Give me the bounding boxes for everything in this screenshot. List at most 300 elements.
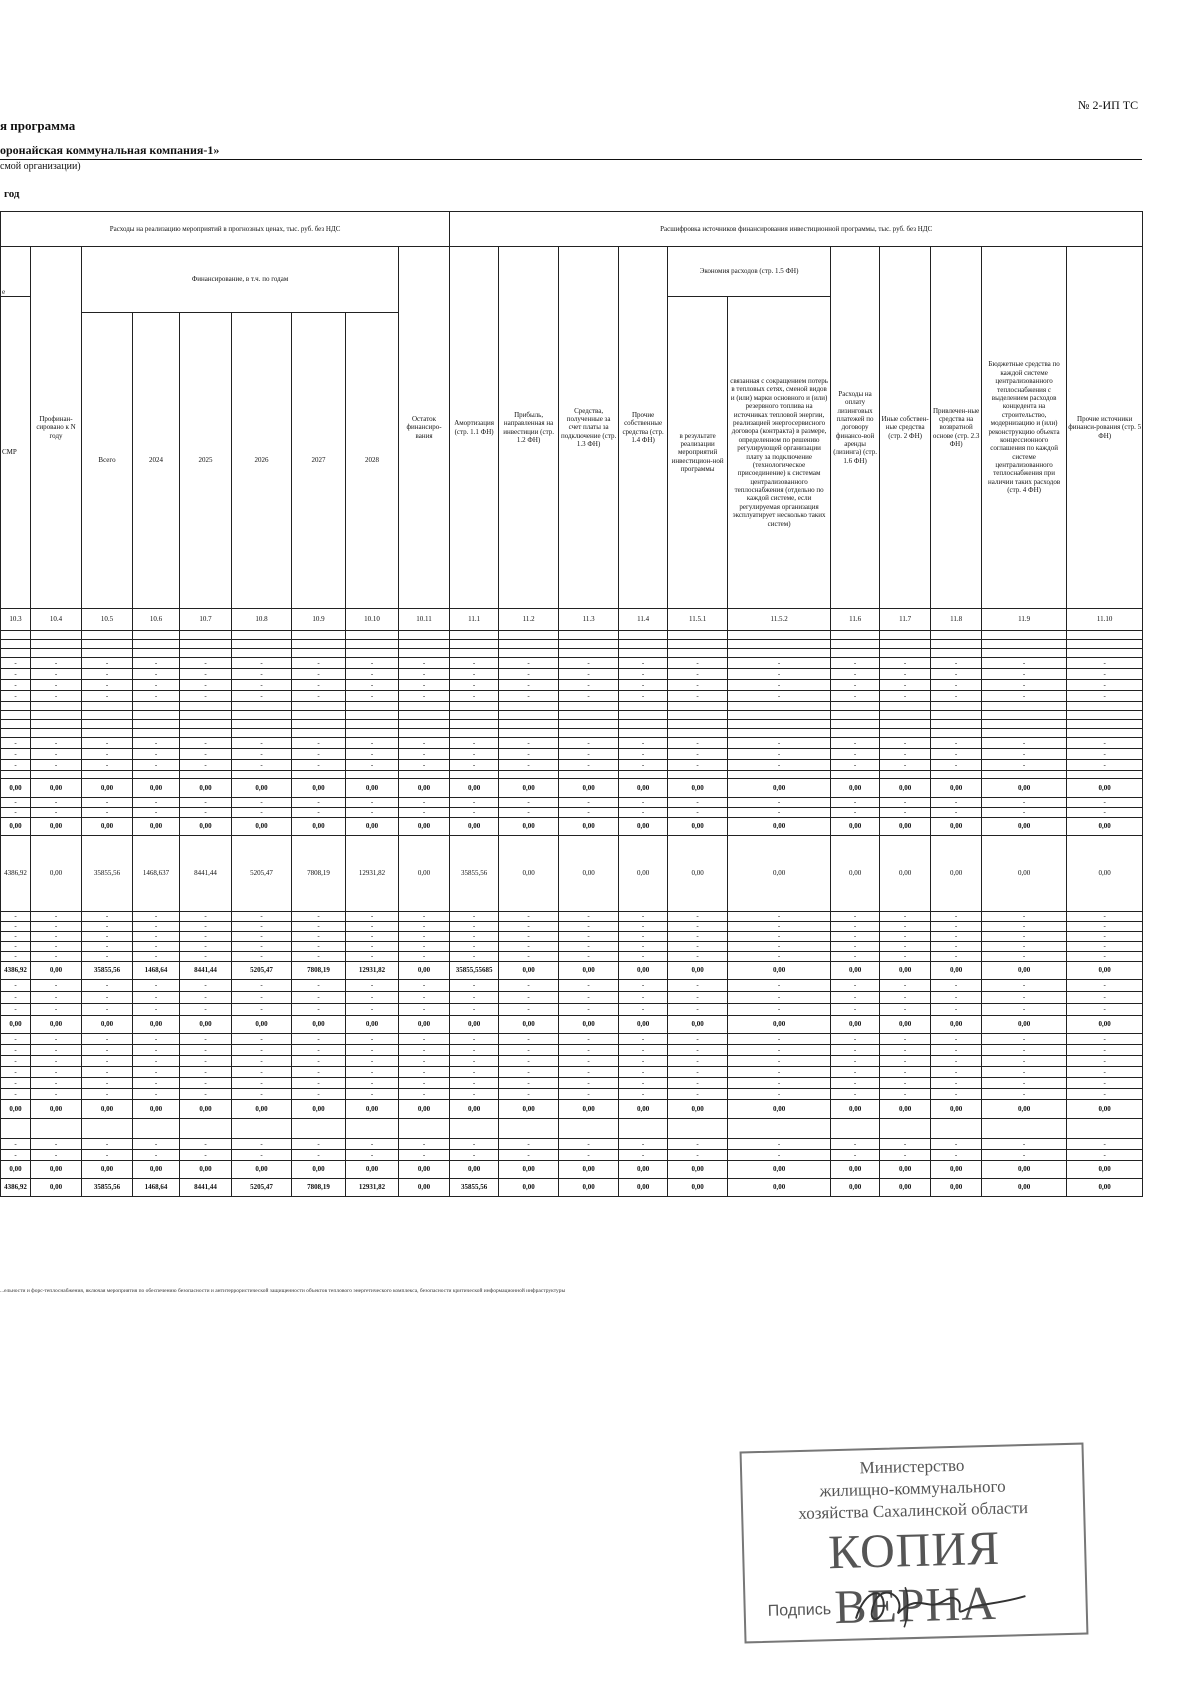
empty-cell (982, 720, 1067, 729)
dash-cell: - (831, 1004, 880, 1016)
table-row (1, 1004, 1143, 1016)
empty-cell (133, 711, 180, 720)
empty-cell (399, 771, 450, 779)
header-remaining-financing: Остаток финансиро-вания (399, 247, 450, 609)
dash-cell: - (346, 942, 399, 952)
dash-cell: - (346, 691, 399, 702)
title-rule (0, 159, 1142, 160)
empty-cell (232, 720, 292, 729)
dash-cell: - (292, 1067, 346, 1078)
empty-cell (499, 640, 559, 649)
value-cell: 0,00 (499, 962, 559, 980)
empty-cell (292, 640, 346, 649)
value-cell: 0,00 (982, 836, 1067, 912)
empty-cell (880, 702, 931, 711)
empty-cell (133, 1119, 180, 1139)
dash-cell: - (728, 912, 831, 922)
table-row (1, 640, 1143, 649)
value-cell: 0,00 (133, 818, 180, 836)
dash-cell: - (559, 1067, 619, 1078)
header-cmp-top: е (1, 247, 31, 297)
header-savings-program: в результате реализации мероприятий инвестицион-ной программы (668, 297, 728, 609)
value-cell: 0,00 (31, 1179, 82, 1197)
dash-cell: - (292, 942, 346, 952)
dash-cell: - (399, 992, 450, 1004)
value-cell: 0,00 (133, 779, 180, 798)
empty-cell (1067, 711, 1143, 720)
empty-cell (982, 640, 1067, 649)
dash-cell: - (831, 1045, 880, 1056)
value-cell: 0,00 (399, 836, 450, 912)
dash-cell: - (668, 942, 728, 952)
column-number-cell: 11.3 (559, 609, 619, 631)
value-cell: 12931,82 (346, 1179, 399, 1197)
empty-cell (619, 711, 668, 720)
dash-cell: - (880, 932, 931, 942)
empty-cell (728, 649, 831, 658)
dash-cell: - (831, 1078, 880, 1089)
header-financed-to-year-n: Профинан-сировано к N году (31, 247, 82, 609)
empty-cell (499, 729, 559, 738)
dash-cell: - (82, 1034, 133, 1045)
value-cell: 0,00 (982, 818, 1067, 836)
header-total: Всего (82, 313, 133, 609)
dash-cell: - (133, 738, 180, 749)
dash-cell: - (450, 932, 499, 942)
dash-cell: - (499, 1004, 559, 1016)
dash-cell: - (232, 932, 292, 942)
dash-cell: - (82, 798, 133, 808)
dash-cell: - (450, 669, 499, 680)
dash-cell: - (499, 669, 559, 680)
dash-cell: - (232, 1089, 292, 1100)
value-cell: 12931,82 (346, 836, 399, 912)
dash-cell: - (931, 658, 982, 669)
dash-cell: - (399, 1150, 450, 1161)
dash-cell: - (728, 749, 831, 760)
value-cell: 0,00 (1067, 1016, 1143, 1034)
dash-cell: - (292, 798, 346, 808)
value-cell: 0,00 (728, 1016, 831, 1034)
empty-cell (292, 720, 346, 729)
table-row (1, 1034, 1143, 1045)
dash-cell: - (82, 942, 133, 952)
dash-cell: - (180, 691, 232, 702)
empty-cell (232, 649, 292, 658)
dash-cell: - (133, 1078, 180, 1089)
dash-cell: - (1, 1150, 31, 1161)
value-cell: 0,00 (232, 818, 292, 836)
dash-cell: - (880, 1034, 931, 1045)
dash-cell: - (450, 798, 499, 808)
value-cell: 0,00 (619, 1179, 668, 1197)
column-number-cell: 10.10 (346, 609, 399, 631)
empty-cell (728, 702, 831, 711)
value-cell: 0,00 (559, 836, 619, 912)
table-row (1, 992, 1143, 1004)
dash-cell: - (133, 658, 180, 669)
dash-cell: - (728, 1056, 831, 1067)
table-row (1, 1150, 1143, 1161)
header-financing-by-year: Финансирование, в т.ч. по годам (82, 247, 399, 313)
empty-cell (82, 702, 133, 711)
dash-cell: - (346, 1034, 399, 1045)
dash-cell: - (346, 658, 399, 669)
dash-cell: - (499, 922, 559, 932)
dash-cell: - (133, 1139, 180, 1150)
empty-cell (499, 720, 559, 729)
dash-cell: - (559, 658, 619, 669)
dash-cell: - (880, 691, 931, 702)
value-cell: 0,00 (880, 1100, 931, 1119)
value-cell: 0,00 (292, 779, 346, 798)
dash-cell: - (346, 1139, 399, 1150)
dash-cell: - (619, 1078, 668, 1089)
dash-cell: - (450, 942, 499, 952)
dash-cell: - (499, 1056, 559, 1067)
value-cell: 0,00 (499, 1179, 559, 1197)
dash-cell: - (180, 942, 232, 952)
dash-cell: - (1, 932, 31, 942)
header-profit: Прибыль, направленная на инвестиции (стр. 1.2 ФН) (499, 247, 559, 609)
empty-cell (31, 729, 82, 738)
dash-cell: - (450, 1139, 499, 1150)
dash-cell: - (931, 1034, 982, 1045)
dash-cell: - (450, 680, 499, 691)
empty-cell (831, 729, 880, 738)
table-row (1, 1119, 1143, 1139)
dash-cell: - (1, 691, 31, 702)
dash-cell: - (982, 1045, 1067, 1056)
value-cell: 0,00 (1, 779, 31, 798)
value-cell: 0,00 (931, 962, 982, 980)
dash-cell: - (346, 680, 399, 691)
empty-cell (180, 711, 232, 720)
value-cell: 0,00 (619, 962, 668, 980)
empty-cell (180, 729, 232, 738)
table-row (1, 691, 1143, 702)
dash-cell: - (232, 992, 292, 1004)
empty-cell (499, 702, 559, 711)
table-row (1, 808, 1143, 818)
empty-cell (831, 649, 880, 658)
dash-cell: - (292, 669, 346, 680)
empty-cell (880, 1119, 931, 1139)
table-row (1, 680, 1143, 691)
dash-cell: - (1067, 1078, 1143, 1089)
value-cell: 0,00 (728, 962, 831, 980)
dash-cell: - (619, 1150, 668, 1161)
table-row (1, 669, 1143, 680)
column-number-cell: 11.5.1 (668, 609, 728, 631)
empty-cell (346, 771, 399, 779)
table-row (1, 771, 1143, 779)
dash-cell: - (499, 952, 559, 962)
table-row (1, 962, 1143, 980)
dash-cell: - (399, 1078, 450, 1089)
dash-cell: - (728, 680, 831, 691)
dash-cell: - (831, 738, 880, 749)
dash-cell: - (180, 980, 232, 992)
dash-cell: - (982, 1139, 1067, 1150)
dash-cell: - (1067, 1150, 1143, 1161)
dash-cell: - (1, 738, 31, 749)
empty-cell (292, 729, 346, 738)
empty-cell (133, 702, 180, 711)
dash-cell: - (728, 691, 831, 702)
dash-cell: - (399, 912, 450, 922)
header-year-2026: 2026 (232, 313, 292, 609)
empty-cell (559, 631, 619, 640)
column-number-cell: 11.9 (982, 609, 1067, 631)
dash-cell: - (133, 1056, 180, 1067)
value-cell: 0,00 (450, 818, 499, 836)
dash-cell: - (982, 912, 1067, 922)
empty-cell (931, 720, 982, 729)
value-cell: 0,00 (619, 1100, 668, 1119)
table-row (1, 658, 1143, 669)
empty-cell (133, 640, 180, 649)
dash-cell: - (559, 1034, 619, 1045)
table-row (1, 1089, 1143, 1100)
table-row (1, 798, 1143, 808)
dash-cell: - (1067, 912, 1143, 922)
dash-cell: - (880, 992, 931, 1004)
dash-cell: - (668, 760, 728, 771)
table-row (1, 711, 1143, 720)
dash-cell: - (1, 808, 31, 818)
dash-cell: - (346, 992, 399, 1004)
header-savings-losses: связанная с сокращением потерь в тепловых сетях, сменой видов и (или) марки основного и (или) резервного топлива на источниках тепловой энергии, реализацией энергосервисного договора (контракта) в размере, определенном по решению регулирующей организации плату за подключение (технологическое присоединение) к системам централизованного теплоснабжения (отдельно по каждой системе, если регулируемая организация эксплуатирует несколько таких систем) (728, 297, 831, 609)
dash-cell: - (668, 738, 728, 749)
header-savings: Экономия расходов (стр. 1.5 ФН) (668, 247, 831, 297)
dash-cell: - (31, 1150, 82, 1161)
dash-cell: - (931, 992, 982, 1004)
dash-cell: - (31, 658, 82, 669)
dash-cell: - (450, 1034, 499, 1045)
value-cell: 0,00 (668, 962, 728, 980)
empty-cell (831, 631, 880, 640)
value-cell: 35855,56 (450, 1179, 499, 1197)
dash-cell: - (450, 1045, 499, 1056)
empty-cell (31, 640, 82, 649)
dash-cell: - (619, 1139, 668, 1150)
dash-cell: - (133, 1150, 180, 1161)
dash-cell: - (1, 922, 31, 932)
dash-cell: - (399, 798, 450, 808)
value-cell: 0,00 (180, 818, 232, 836)
dash-cell: - (499, 738, 559, 749)
value-cell: 0,00 (1067, 836, 1143, 912)
dash-cell: - (668, 932, 728, 942)
value-cell: 8441,44 (180, 1179, 232, 1197)
dash-cell: - (559, 1150, 619, 1161)
value-cell: 0,00 (728, 1179, 831, 1197)
dash-cell: - (668, 1089, 728, 1100)
empty-cell (559, 771, 619, 779)
table-row (1, 942, 1143, 952)
value-cell: 0,00 (668, 836, 728, 912)
dash-cell: - (619, 760, 668, 771)
empty-cell (619, 729, 668, 738)
value-cell: 0,00 (346, 818, 399, 836)
value-cell: 0,00 (880, 1179, 931, 1197)
dash-cell: - (133, 749, 180, 760)
dash-cell: - (180, 1078, 232, 1089)
dash-cell: - (619, 1056, 668, 1067)
dash-cell: - (931, 1089, 982, 1100)
table-row (1, 1078, 1143, 1089)
empty-cell (619, 631, 668, 640)
value-cell: 0,00 (232, 779, 292, 798)
dash-cell: - (831, 932, 880, 942)
empty-cell (668, 771, 728, 779)
empty-cell (499, 1119, 559, 1139)
dash-cell: - (292, 1139, 346, 1150)
value-cell: 0,00 (346, 1016, 399, 1034)
dash-cell: - (450, 922, 499, 932)
dash-cell: - (931, 932, 982, 942)
value-cell: 0,00 (1067, 779, 1143, 798)
dash-cell: - (292, 680, 346, 691)
dash-cell: - (982, 798, 1067, 808)
dash-cell: - (31, 1034, 82, 1045)
dash-cell: - (31, 1004, 82, 1016)
dash-cell: - (82, 1045, 133, 1056)
dash-cell: - (831, 808, 880, 818)
dash-cell: - (82, 922, 133, 932)
empty-cell (232, 702, 292, 711)
dash-cell: - (450, 808, 499, 818)
empty-cell (450, 720, 499, 729)
dash-cell: - (1067, 1004, 1143, 1016)
dash-cell: - (831, 1150, 880, 1161)
value-cell: 0,00 (619, 1016, 668, 1034)
value-cell: 0,00 (1067, 1100, 1143, 1119)
dash-cell: - (831, 658, 880, 669)
dash-cell: - (1067, 992, 1143, 1004)
dash-cell: - (180, 932, 232, 942)
value-cell: 0,00 (499, 1100, 559, 1119)
dash-cell: - (1, 760, 31, 771)
dash-cell: - (133, 669, 180, 680)
empty-cell (931, 640, 982, 649)
dash-cell: - (346, 669, 399, 680)
empty-cell (1067, 631, 1143, 640)
dash-cell: - (831, 669, 880, 680)
value-cell: 0,00 (31, 836, 82, 912)
value-cell: 0,00 (1067, 962, 1143, 980)
dash-cell: - (619, 980, 668, 992)
dash-cell: - (1067, 932, 1143, 942)
dash-cell: - (232, 680, 292, 691)
dash-cell: - (982, 691, 1067, 702)
column-number-cell: 10.7 (180, 609, 232, 631)
dash-cell: - (82, 1150, 133, 1161)
dash-cell: - (931, 1004, 982, 1016)
value-cell: 0,00 (831, 962, 880, 980)
dash-cell: - (1067, 691, 1143, 702)
empty-cell (880, 720, 931, 729)
empty-cell (133, 771, 180, 779)
value-cell: 0,00 (232, 1161, 292, 1179)
empty-cell (180, 720, 232, 729)
header-group-financing-sources: Расшифровка источников финансирования инвестиционной программы, тыс. руб. без НДС (450, 212, 1143, 247)
value-cell: 0,00 (499, 818, 559, 836)
column-number-cell: 10.6 (133, 609, 180, 631)
dash-cell: - (1067, 1067, 1143, 1078)
dash-cell: - (619, 1067, 668, 1078)
dash-cell: - (668, 1078, 728, 1089)
empty-cell (831, 711, 880, 720)
dash-cell: - (292, 1150, 346, 1161)
dash-cell: - (292, 1034, 346, 1045)
value-cell: 0,00 (450, 1161, 499, 1179)
dash-cell: - (880, 808, 931, 818)
dash-cell: - (232, 942, 292, 952)
dash-cell: - (559, 738, 619, 749)
empty-cell (728, 631, 831, 640)
value-cell: 0,00 (399, 962, 450, 980)
dash-cell: - (232, 1139, 292, 1150)
empty-cell (668, 1119, 728, 1139)
dash-cell: - (133, 1034, 180, 1045)
dash-cell: - (619, 912, 668, 922)
dash-cell: - (931, 798, 982, 808)
dash-cell: - (82, 669, 133, 680)
empty-cell (559, 711, 619, 720)
dash-cell: - (831, 922, 880, 932)
empty-cell (399, 711, 450, 720)
dash-cell: - (619, 738, 668, 749)
dash-cell: - (931, 1139, 982, 1150)
dash-cell: - (399, 808, 450, 818)
dash-cell: - (232, 1150, 292, 1161)
empty-cell (1067, 640, 1143, 649)
dash-cell: - (31, 669, 82, 680)
empty-cell (399, 631, 450, 640)
empty-cell (831, 640, 880, 649)
dash-cell: - (831, 912, 880, 922)
empty-cell (180, 640, 232, 649)
dash-cell: - (180, 658, 232, 669)
dash-cell: - (619, 808, 668, 818)
value-cell: 0,00 (82, 779, 133, 798)
dash-cell: - (982, 1034, 1067, 1045)
dash-cell: - (133, 922, 180, 932)
dash-cell: - (1, 1056, 31, 1067)
dash-cell: - (668, 1139, 728, 1150)
empty-cell (346, 649, 399, 658)
dash-cell: - (982, 738, 1067, 749)
empty-cell (668, 631, 728, 640)
dash-cell: - (931, 738, 982, 749)
value-cell: 5205,47 (232, 1179, 292, 1197)
dash-cell: - (982, 942, 1067, 952)
empty-cell (82, 720, 133, 729)
dash-cell: - (559, 952, 619, 962)
dash-cell: - (831, 1034, 880, 1045)
value-cell: 0,00 (880, 1016, 931, 1034)
dash-cell: - (559, 1139, 619, 1150)
value-cell: 0,00 (880, 1161, 931, 1179)
column-number-cell: 11.10 (1067, 609, 1143, 631)
dash-cell: - (559, 1089, 619, 1100)
dash-cell: - (399, 760, 450, 771)
column-number-cell: 10.3 (1, 609, 31, 631)
value-cell: 0,00 (931, 1016, 982, 1034)
dash-cell: - (180, 760, 232, 771)
